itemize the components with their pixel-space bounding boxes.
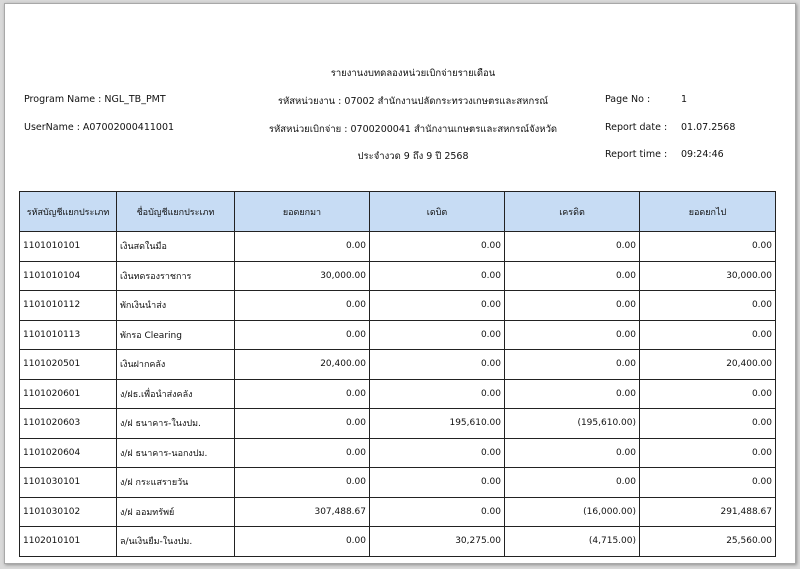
- header-opening-balance: ยอดยกมา: [235, 192, 370, 232]
- cell-closing-balance: 25,560.00: [640, 527, 776, 557]
- cell-debit: 0.00: [370, 261, 505, 291]
- cell-account-name: เงินทดรองราชการ: [117, 261, 235, 291]
- agency-code: รหัสหน่วยงาน : 07002 สำนักงานปลัดกระทรวงเกษตรและสหกรณ์: [277, 96, 549, 107]
- cell-closing-balance: 0.00: [640, 379, 776, 409]
- report-period: ประจำงวด 9 ถึง 9 ปี 2568: [357, 151, 469, 162]
- header-credit: เครดิต: [505, 192, 640, 232]
- cell-credit: 0.00: [505, 438, 640, 468]
- cell-credit: 0.00: [505, 261, 640, 291]
- cell-account-code: 1101030101: [20, 468, 117, 498]
- cell-account-name: ง/ฝ ออมทรัพย์: [117, 497, 235, 527]
- cell-closing-balance: 0.00: [640, 320, 776, 350]
- report-date-value: 01.07.2568: [681, 122, 736, 133]
- table-row: [20, 291, 776, 321]
- cell-account-code: 1101010113: [20, 320, 117, 350]
- cell-credit: 0.00: [505, 291, 640, 321]
- report-time-label: Report time :: [605, 149, 668, 160]
- user-name: UserName : A07002000411001: [24, 122, 175, 133]
- cell-debit: 0.00: [370, 497, 505, 527]
- header-account-code: รหัสบัญชีแยกประเภท: [20, 192, 117, 232]
- table-row: [20, 409, 776, 439]
- cell-opening-balance: 0.00: [235, 291, 370, 321]
- cell-account-name: ง/ฝ กระแสรายวัน: [117, 468, 235, 498]
- cell-account-code: 1101020601: [20, 379, 117, 409]
- cell-closing-balance: 20,400.00: [640, 350, 776, 380]
- cell-closing-balance: 0.00: [640, 232, 776, 262]
- page-no-value: 1: [681, 94, 688, 105]
- cell-opening-balance: 20,400.00: [235, 350, 370, 380]
- header-debit: เดบิต: [370, 192, 505, 232]
- cell-debit: 0.00: [370, 379, 505, 409]
- header-account-name: ชื่อบัญชีแยกประเภท: [117, 192, 235, 232]
- cell-account-name: เงินฝากคลัง: [117, 350, 235, 380]
- report-title: รายงานงบทดลองหน่วยเบิกจ่ายรายเดือน: [330, 68, 496, 79]
- cell-account-name: ง/ฝธ.เพื่อนำส่งคลัง: [117, 379, 235, 409]
- cell-debit: 0.00: [370, 350, 505, 380]
- table-row: [20, 468, 776, 498]
- cell-account-name: พักรอ Clearing: [117, 320, 235, 350]
- cell-closing-balance: 0.00: [640, 468, 776, 498]
- header-closing-balance: ยอดยกไป: [640, 192, 776, 232]
- cell-account-code: 1101010112: [20, 291, 117, 321]
- cell-account-code: 1101020603: [20, 409, 117, 439]
- cell-closing-balance: 0.00: [640, 438, 776, 468]
- cell-debit: 0.00: [370, 320, 505, 350]
- cell-debit: 0.00: [370, 468, 505, 498]
- cell-account-name: เงินสดในมือ: [117, 232, 235, 262]
- cell-credit: 0.00: [505, 232, 640, 262]
- table-row: [20, 527, 776, 557]
- cell-credit: (4,715.00): [505, 527, 640, 557]
- cell-account-code: 1101010101: [20, 232, 117, 262]
- page-no-label: Page No :: [605, 94, 651, 105]
- cell-opening-balance: 0.00: [235, 320, 370, 350]
- cell-closing-balance: 0.00: [640, 409, 776, 439]
- cell-account-code: 1102010101: [20, 527, 117, 557]
- program-name: Program Name : NGL_TB_PMT: [24, 94, 166, 105]
- cell-debit: 195,610.00: [370, 409, 505, 439]
- table-row: [20, 232, 776, 262]
- cell-debit: 30,275.00: [370, 527, 505, 557]
- cell-account-code: 1101010104: [20, 261, 117, 291]
- cell-opening-balance: 30,000.00: [235, 261, 370, 291]
- table-row: [20, 497, 776, 527]
- cell-opening-balance: 0.00: [235, 527, 370, 557]
- table-row: [20, 320, 776, 350]
- cell-closing-balance: 291,488.67: [640, 497, 776, 527]
- report-date-label: Report date :: [605, 122, 668, 133]
- trial-balance-table: [19, 191, 776, 557]
- cell-credit: 0.00: [505, 350, 640, 380]
- report-time-value: 09:24:46: [681, 149, 724, 160]
- table-header-row: [20, 192, 776, 232]
- cell-account-name: พักเงินนำส่ง: [117, 291, 235, 321]
- cell-closing-balance: 30,000.00: [640, 261, 776, 291]
- cell-debit: 0.00: [370, 291, 505, 321]
- cell-account-name: ง/ฝ ธนาคาร-นอกงปม.: [117, 438, 235, 468]
- cell-opening-balance: 0.00: [235, 468, 370, 498]
- cell-debit: 0.00: [370, 232, 505, 262]
- table-row: [20, 350, 776, 380]
- cell-credit: 0.00: [505, 320, 640, 350]
- cell-opening-balance: 307,488.67: [235, 497, 370, 527]
- cell-account-code: 1101020501: [20, 350, 117, 380]
- table-row: [20, 379, 776, 409]
- table-row: [20, 261, 776, 291]
- cell-opening-balance: 0.00: [235, 232, 370, 262]
- cell-credit: 0.00: [505, 468, 640, 498]
- cell-account-name: ล/นเงินยืม-ในงปม.: [117, 527, 235, 557]
- cell-opening-balance: 0.00: [235, 438, 370, 468]
- table-row: [20, 438, 776, 468]
- disbursing-unit: รหัสหน่วยเบิกจ่าย : 0700200041 สำนักงานเกษตรและสหกรณ์จังหวัด: [268, 124, 558, 135]
- cell-closing-balance: 0.00: [640, 291, 776, 321]
- cell-account-name: ง/ฝ ธนาคาร-ในงปม.: [117, 409, 235, 439]
- cell-credit: (195,610.00): [505, 409, 640, 439]
- cell-account-code: 1101020604: [20, 438, 117, 468]
- cell-credit: (16,000.00): [505, 497, 640, 527]
- cell-account-code: 1101030102: [20, 497, 117, 527]
- cell-opening-balance: 0.00: [235, 379, 370, 409]
- cell-opening-balance: 0.00: [235, 409, 370, 439]
- cell-credit: 0.00: [505, 379, 640, 409]
- cell-debit: 0.00: [370, 438, 505, 468]
